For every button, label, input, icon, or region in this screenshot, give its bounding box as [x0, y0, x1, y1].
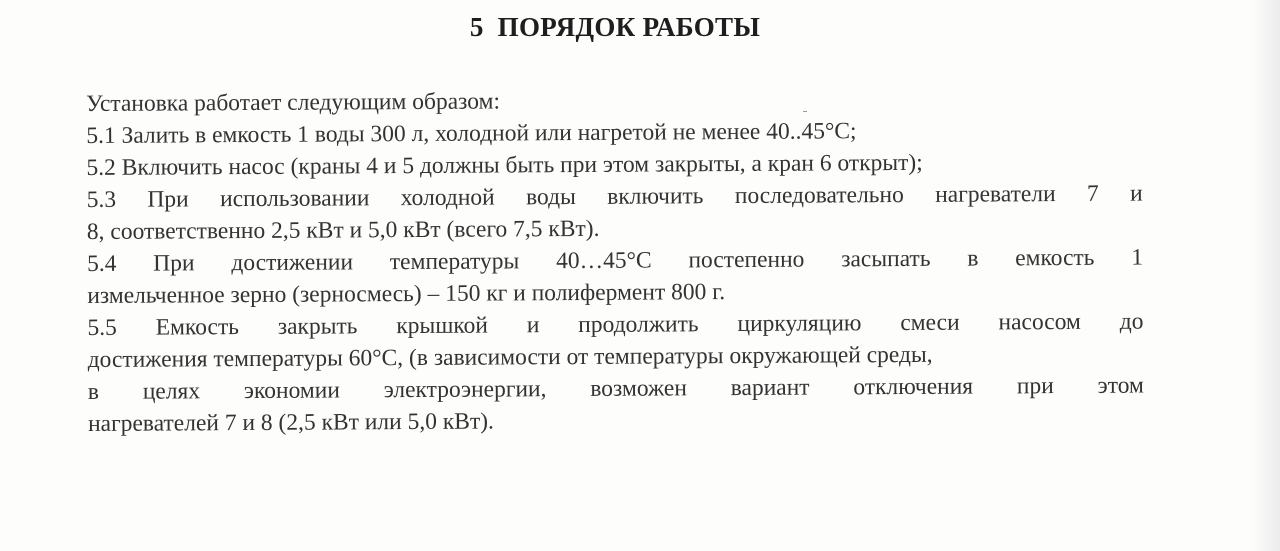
- section-body: [86, 82, 1144, 440]
- section-number: 5: [469, 12, 484, 42]
- step-5-1-line: 5.1 Залить в емкость 1 воды 300 л, холодной или нагретой не менее 40..45°С;: [86, 118, 857, 149]
- intro-line: Установка работает следующим образом:: [86, 88, 501, 117]
- step-5-5-line-4: нагревателей 7 и 8 (2,5 кВт или 5,0 кВт).: [87, 408, 494, 437]
- step-5-5-line-3: в целях экономии электроэнергии, возможен вариант отключения при этом: [87, 372, 1144, 405]
- section-heading: [0, 12, 1230, 43]
- step-5-3-line-1: 5.3 При использовании холодной воды включить последовательно нагреватели 7 и: [86, 180, 1143, 213]
- step-5-4-line-2: измельченное зерно (зерносмесь) – 150 кг и полифермент 800 г.: [87, 279, 726, 309]
- step-5-4-line-1: 5.4 При достижении температуры 40…45°С постепенно засыпать в емкость 1: [86, 244, 1144, 277]
- section-title: ПОРЯДОК РАБОТЫ: [497, 12, 761, 42]
- step-5-3-line-2: 8, соответственно 2,5 кВт и 5,0 кВт (всего 7,5 кВт).: [86, 215, 600, 245]
- step-5-5-line-1: 5.5 Емкость закрыть крышкой и продолжить циркуляцию смеси насосом до: [87, 308, 1144, 341]
- scan-edge-shadow: [1252, 0, 1280, 551]
- step-5-5-line-2: достижения температуры 60°С, (в зависимости от температуры окружающей среды,: [87, 341, 933, 373]
- step-5-2-line: 5.2 Включить насос (краны 4 и 5 должны быть при этом закрыты, а кран 6 открыт);: [86, 149, 923, 181]
